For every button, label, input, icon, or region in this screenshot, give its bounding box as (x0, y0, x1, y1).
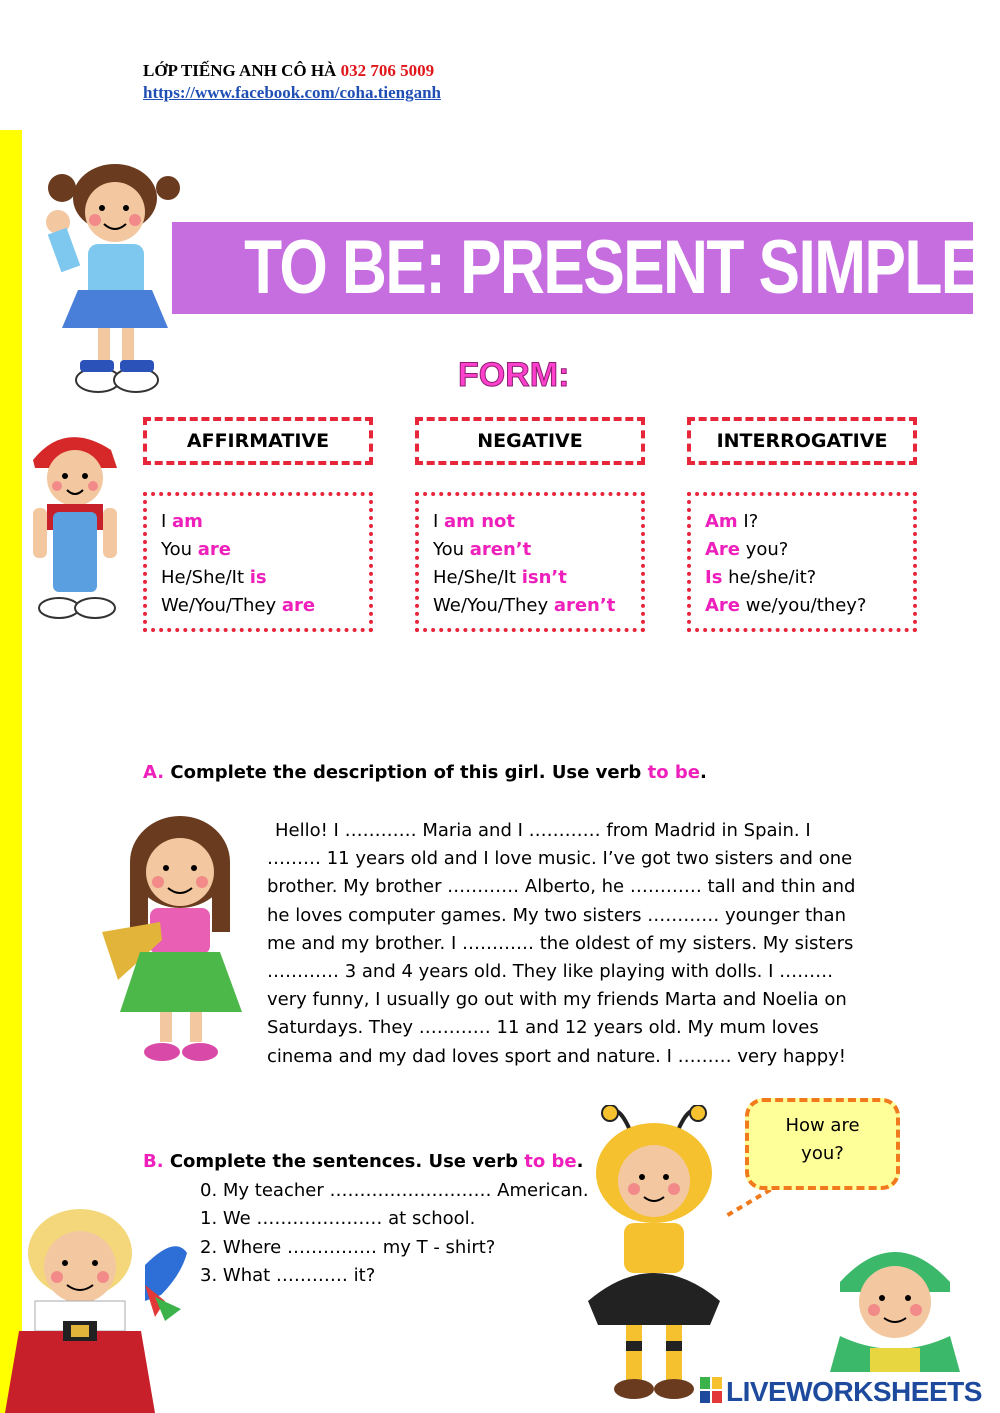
negative-heading: NEGATIVE (477, 430, 583, 452)
phone-number: 032 706 5009 (340, 61, 435, 80)
form-row: You aren’t (433, 539, 532, 560)
form-row: Are you? (705, 539, 789, 560)
affirmative-heading: AFFIRMATIVE (186, 430, 330, 452)
negative-heading-box (415, 417, 645, 465)
sentence-item: 1. We ………………… at school. (200, 1208, 476, 1230)
logo-mark-icon (700, 1375, 722, 1405)
bee-costume-girl-illustration (580, 1105, 730, 1405)
sentence-item: 0. My teacher ……………………… American. (200, 1180, 589, 1201)
form-row: Are we/you/they? (705, 595, 867, 616)
form-row: Am I? (705, 511, 759, 532)
boy-with-cap-illustration (25, 420, 125, 625)
form-row: You are (161, 539, 231, 560)
speech-bubble (745, 1098, 900, 1190)
form-row: We/You/They are (161, 595, 316, 616)
sentence-item: 2. Where …………… my T - shirt? (200, 1236, 496, 1258)
interrogative-box (687, 492, 917, 632)
boy-with-green-hat-illustration (820, 1232, 970, 1372)
page-title: TO BE: PRESENT SIMPLE (244, 225, 981, 310)
form-row: I am not (433, 511, 515, 532)
section-b-instruction: B. Complete the sentences. Use verb to be. (143, 1151, 584, 1172)
form-heading: FORM: (458, 356, 570, 394)
waving-girl-illustration (40, 160, 180, 400)
interrogative-heading: INTERROGATIVE (716, 430, 888, 452)
form-row: Is he/she/it? (705, 567, 817, 588)
sentence-list (200, 1177, 589, 1291)
negative-box (415, 492, 645, 632)
school-name: LỚP TIẾNG ANH CÔ HÀ (143, 61, 337, 80)
form-row: He/She/It is (161, 567, 267, 588)
girl-with-parrot-illustration (5, 1205, 200, 1413)
girl-with-trumpet-illustration (100, 812, 250, 1067)
facebook-link[interactable]: https://www.facebook.com/coha.tienganh (143, 83, 441, 102)
form-row: He/She/It isn’t (433, 567, 567, 588)
bubble-line: How are (785, 1115, 860, 1136)
affirmative-heading-box (143, 417, 373, 465)
logo-text: LIVEWORKSHEETS (726, 1376, 982, 1407)
affirmative-box (143, 492, 373, 632)
section-a-instruction: A. Complete the description of this girl. Use verb to be. (143, 762, 707, 783)
liveworksheets-logo (700, 1375, 982, 1408)
form-row: I am (161, 511, 203, 532)
sentence-item: 3. What ………… it? (200, 1265, 376, 1287)
interrogative-heading-box (687, 417, 917, 465)
form-row: We/You/They aren’t (433, 595, 616, 616)
bubble-line: you? (801, 1143, 844, 1164)
story-paragraph: Hello! I ………… Maria and I ………… from Madrid in Spain. I ……… 11 years old and I love music. I’ve got two sisters and one brother. My brother ………… Alberto, he ………… tall and thin and he loves computer games. My two sisters ………… younger than me and my brother. I ………… the oldest of my sisters. My sisters ………… 3 and 4 years old. They like playing with dolls. I ……… very funny, I usually go out with my friends Marta and Noelia on Saturdays. They ………… 11 and 12 years old. My mum loves cinema and my dad loves sport and nature. I ……… very happy! (267, 820, 856, 1067)
header (143, 60, 441, 104)
